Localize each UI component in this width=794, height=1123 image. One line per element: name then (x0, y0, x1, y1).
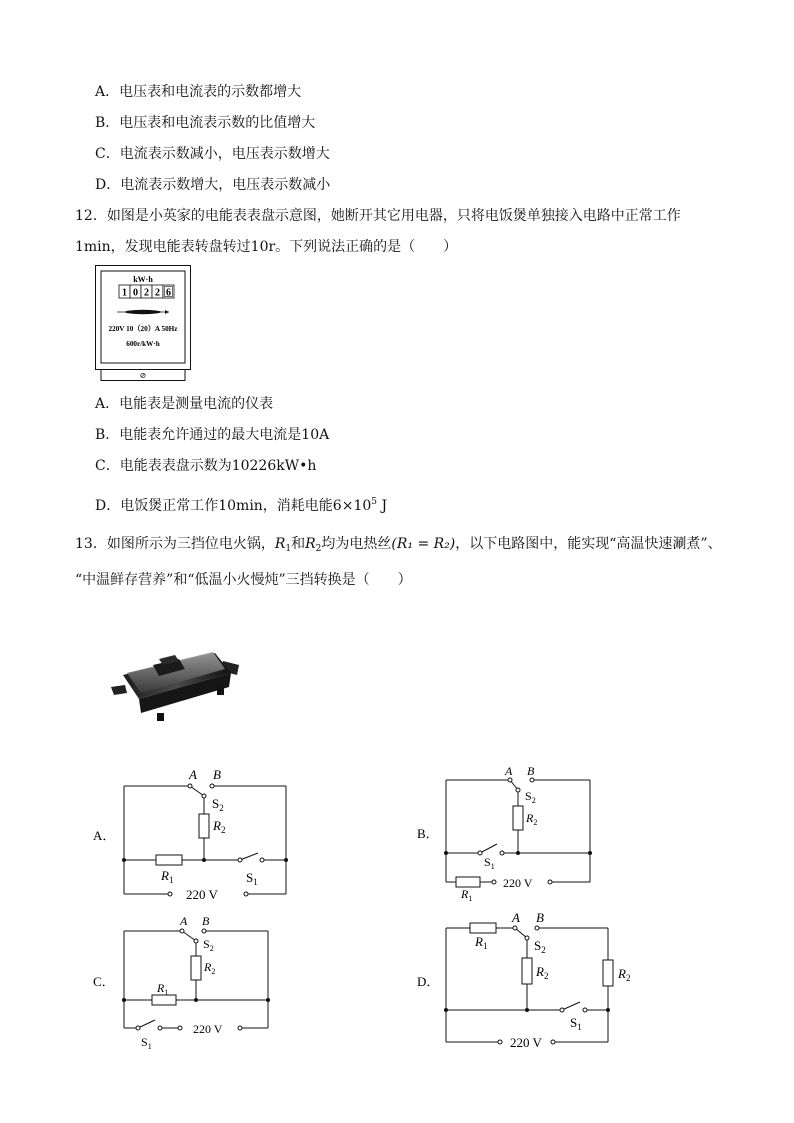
q12-option-c: C．电能表表盘示数为10226kW•h (95, 458, 317, 474)
q12-stem-line2: 1min，发现电能表转盘转过10r。下列说法正确的是（ ） (75, 239, 458, 255)
q11-option-c: C．电流表示数减小，电压表示数增大 (95, 146, 330, 162)
q12-option-a: A．电能表是测量电流的仪表 (95, 396, 274, 412)
q12-option-b: B．电能表允许通过的最大电流是10A (95, 427, 330, 443)
voltage-label: 220 V (503, 876, 533, 890)
q11-option-d: D．电流表示数增大，电压表示数减小 (95, 177, 331, 193)
q13-stem-b: 均为电热丝 (321, 536, 392, 552)
r1-label: $R_1$ (475, 934, 488, 951)
circuit-c (124, 931, 268, 1028)
meter-digit: 6 (166, 287, 171, 299)
node-a-label: A (180, 914, 188, 928)
circuit-c-nodes (136, 929, 242, 1030)
q13-r1-sub: 1 (285, 544, 292, 554)
r1-label: $R_1$ (461, 887, 473, 903)
r1-label: $R_1$ (157, 981, 169, 997)
q13-stem-line1 (75, 535, 722, 558)
node-b-label: B (213, 767, 221, 782)
circuit-a (124, 786, 286, 894)
s1-label: $S_1$ (141, 1035, 152, 1051)
meter-digit: 2 (155, 287, 160, 299)
r2-label: $R_2$ (536, 964, 549, 981)
r1-label: $R_1$ (161, 868, 174, 885)
voltage-label: 220 V (186, 887, 218, 902)
node-b-label: B (536, 910, 544, 925)
node-a-label: A (189, 767, 197, 782)
r2-label-right: $R_2$ (618, 966, 631, 983)
q13-r1: R (274, 536, 286, 552)
q13-and: 和 (291, 536, 306, 552)
circuit-b-label: B． (417, 826, 439, 841)
r2-label: $R_2$ (204, 960, 216, 976)
q11-option-b: B．电压表和电流表示数的比值增大 (95, 115, 316, 131)
circuit-c-label: C． (93, 974, 115, 989)
q12-stem-line1: 12．如图是小英家的电能表表盘示意图，她断开其它用电器，只将电饭煲单独接入电路中正常工作 (75, 208, 681, 224)
s1-label: $S_1$ (570, 1015, 582, 1032)
s2-label: $S_2$ (212, 796, 224, 813)
r2-label: $R_2$ (526, 811, 538, 827)
meter-constant: 600r/kW·h (126, 340, 160, 348)
voltage-label: 220 V (193, 1022, 223, 1036)
s1-label: $S_1$ (484, 855, 495, 871)
q13-r2-sub: 2 (315, 544, 322, 554)
q12-option-d-text: D．电饭煲正常工作10min，消耗电能6×10 (95, 498, 372, 514)
s2-label: $S_2$ (534, 938, 546, 955)
circuit-d (446, 923, 613, 1042)
meter-digit: 2 (144, 287, 149, 299)
meter-rating: 220V 10（20）A 50Hz (108, 325, 178, 333)
node-b-label: B (202, 914, 210, 928)
meter-seal-icon: ⊘ (139, 371, 147, 380)
q13-r2: R (305, 536, 316, 552)
s2-label: $S_2$ (525, 789, 536, 805)
s1-label: $S_1$ (246, 870, 258, 887)
circuit-diagrams (0, 760, 794, 1060)
meter-digit: 0 (133, 287, 138, 299)
q11-option-a: A．电压表和电流表的示数都增大 (95, 84, 302, 100)
node-a-label: A (512, 910, 520, 925)
node-b-label: B (527, 764, 535, 778)
meter-unit: kW·h (133, 275, 153, 284)
node-a-label: A (505, 764, 513, 778)
q13-condition: (R₁ = R₂) (391, 536, 456, 552)
circuit-b (446, 780, 590, 887)
q13-stem-a: 13．如图所示为三挡位电火锅， (75, 536, 275, 552)
q12-option-d-exponent: 5 (371, 497, 377, 507)
q12-option-d (95, 493, 387, 515)
circuit-d-label: D． (417, 974, 440, 989)
meter-digit: 1 (122, 287, 127, 299)
voltage-label: 220 V (510, 1035, 542, 1050)
q13-stem-c: ，以下电路图中，能实现“高温快速涮煮”、 (455, 536, 722, 552)
r2-label: $R_2$ (213, 818, 226, 835)
q13-stem-line2: “中温鲜存营养”和“低温小火慢炖”三挡转换是（ ） (75, 572, 412, 588)
energy-meter-figure (95, 265, 191, 381)
q12-option-d-unit: J (377, 498, 388, 514)
s2-label: $S_2$ (203, 937, 214, 953)
circuit-a-label: A． (93, 828, 116, 843)
hot-pot-image (105, 635, 245, 725)
